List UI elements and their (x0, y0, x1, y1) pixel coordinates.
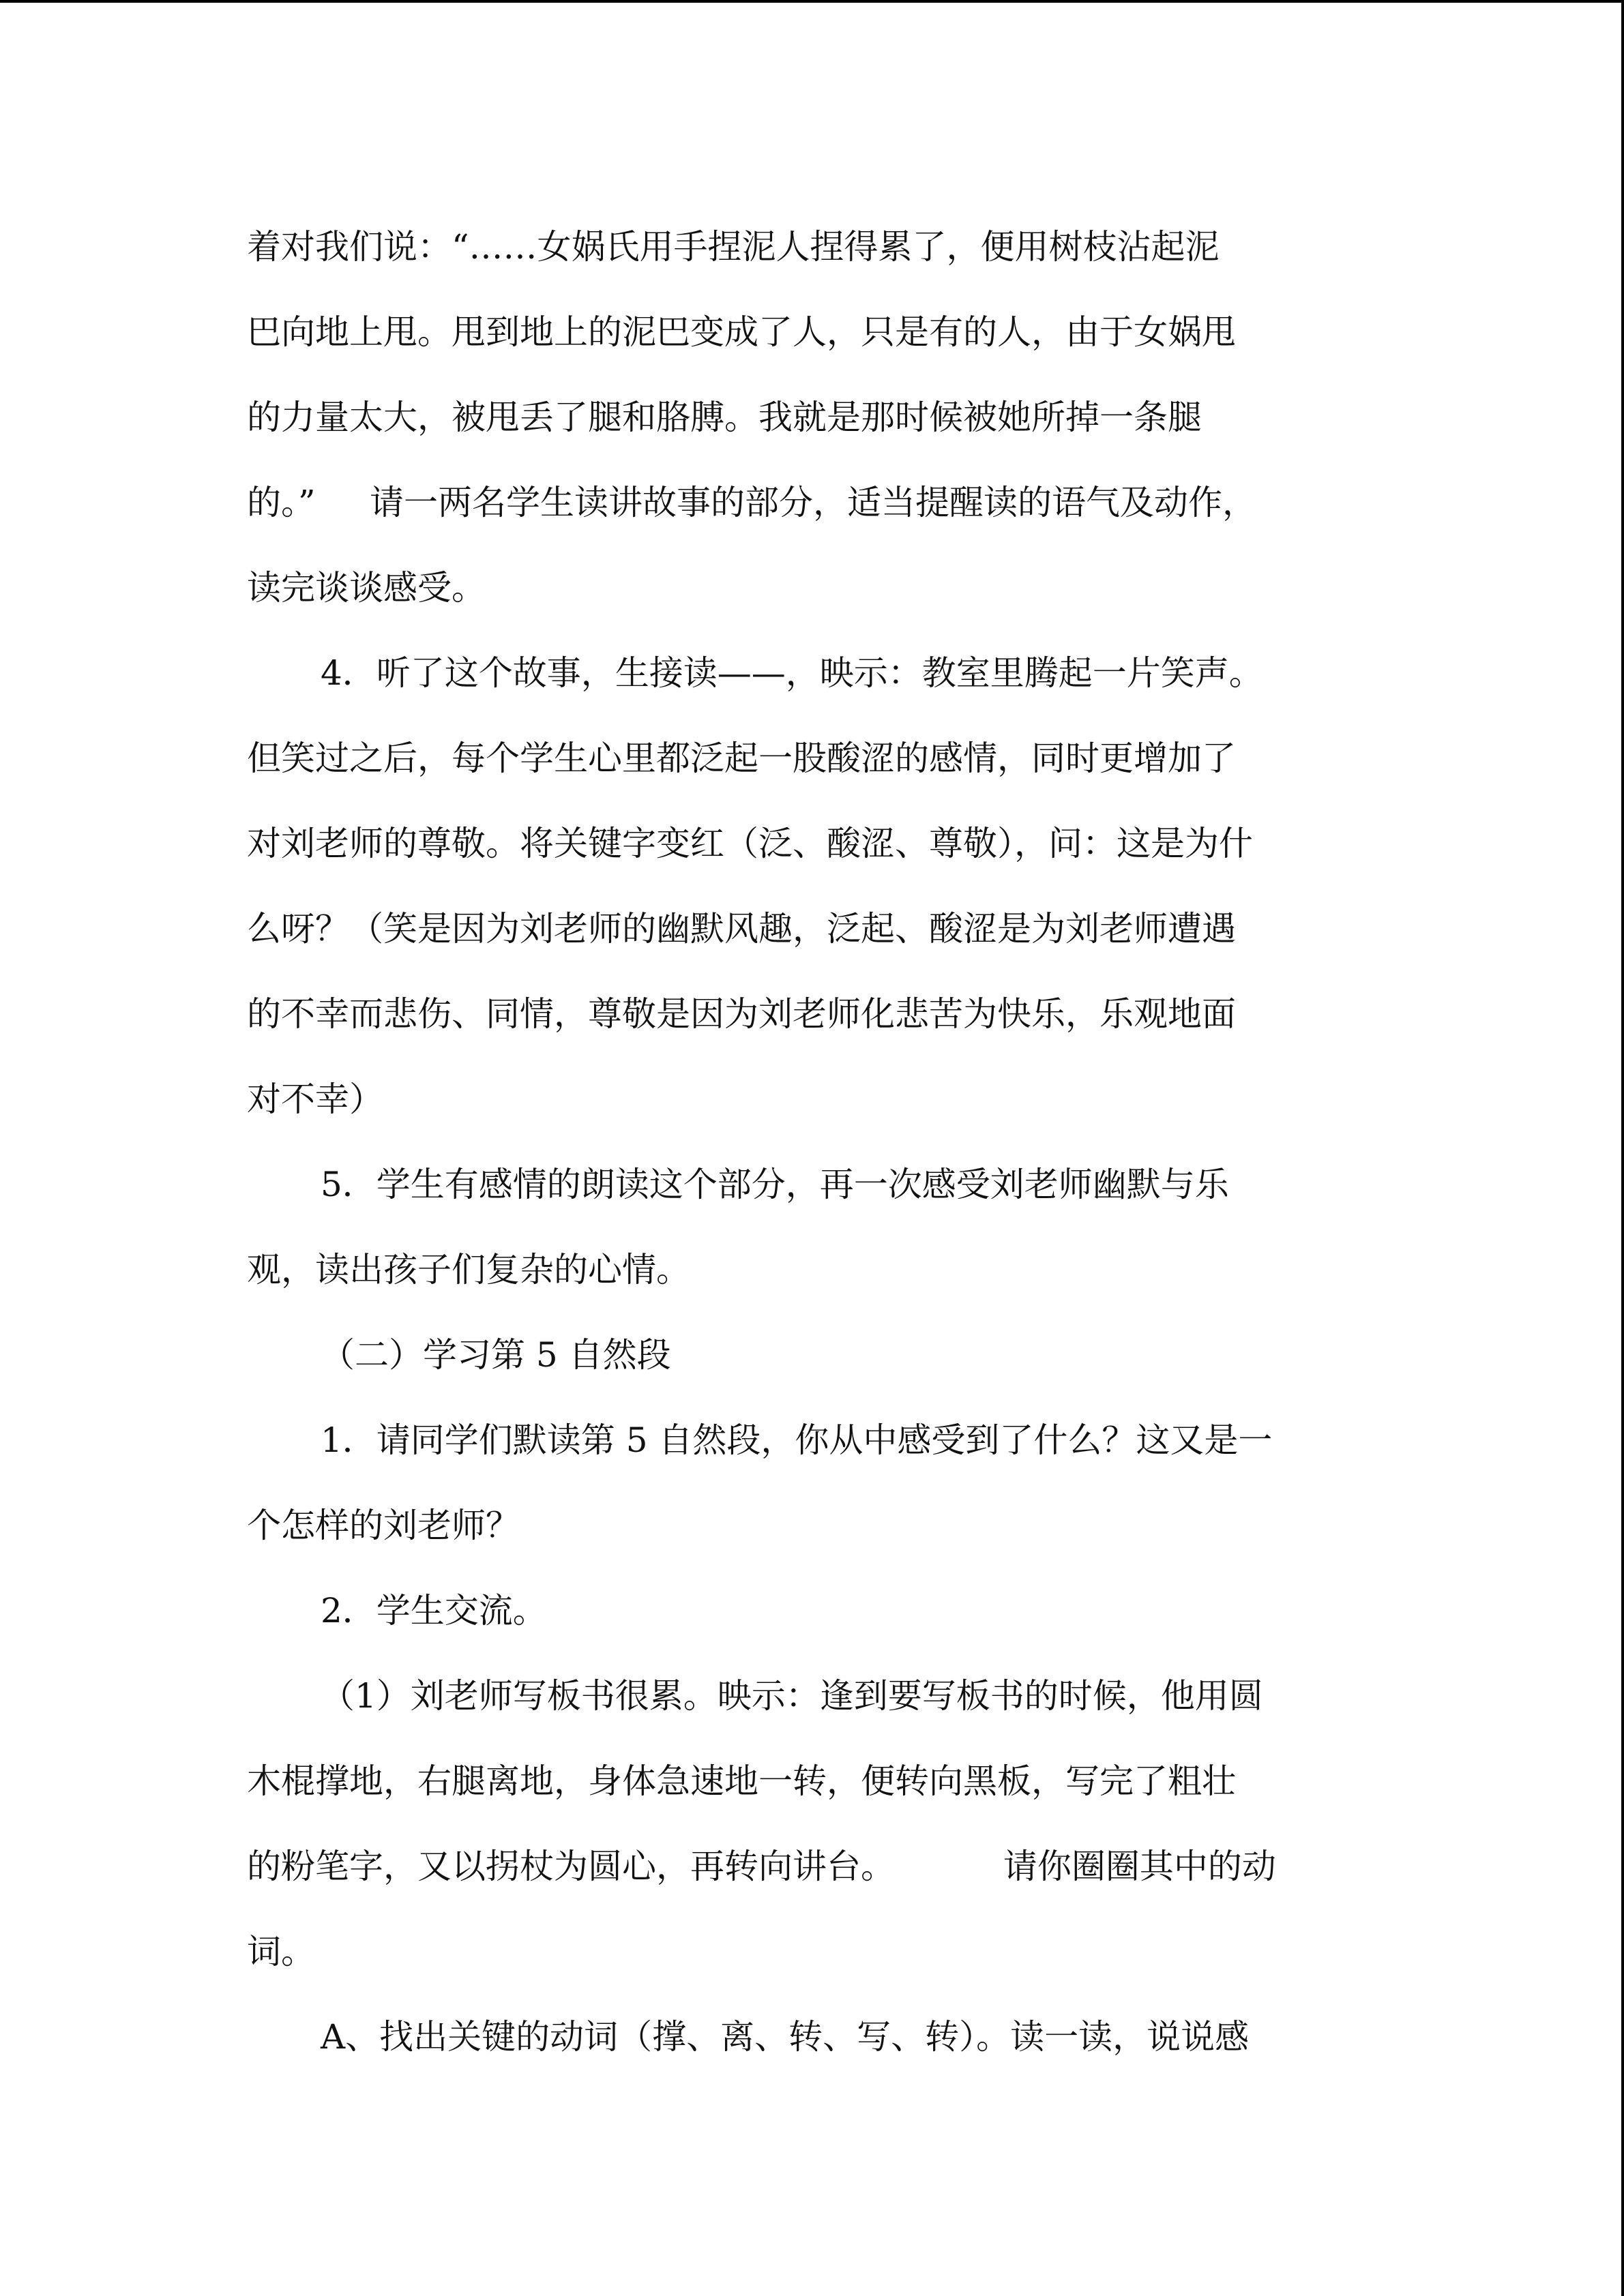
text-line: 但笑过之后，每个学生心里都泛起一股酸涩的感情，同时更增加了 (247, 739, 1236, 778)
text-line: 的。” 请一两名学生读讲故事的部分，适当提醒读的语气及动作， (247, 483, 1257, 522)
text-line: 么呀？（笑是因为刘老师的幽默风趣，泛起、酸涩是为刘老师遭遇 (247, 909, 1236, 949)
text-line: 读完谈谈感受。 (247, 568, 486, 608)
text-line: 巴向地上甩。甩到地上的泥巴变成了人，只是有的人，由于女娲甩 (247, 312, 1236, 352)
text-line: 观，读出孩子们复杂的心情。 (247, 1250, 690, 1289)
text-line: 的力量太大，被甩丢了腿和胳膊。我就是那时候被她所掉一条腿 (247, 398, 1202, 437)
text-line: 的不幸而悲伤、同情，尊敬是因为刘老师化悲苦为快乐，乐观地面 (247, 994, 1236, 1034)
text-line: 词。 (247, 1932, 315, 1971)
text-line: （二）学习第 5 自然段 (321, 1335, 671, 1375)
text-line: 5．学生有感情的朗读这个部分，再一次感受刘老师幽默与乐 (321, 1165, 1229, 1204)
text-line: A、找出关键的动词（撑、离、转、写、转）。读一读，说说感 (321, 2017, 1250, 2057)
text-line: 对刘老师的尊敬。将关键字变红（泛、酸涩、尊敬），问：这是为什 (247, 824, 1253, 863)
text-line: 个怎样的刘老师？ (247, 1506, 520, 1545)
text-line: 着对我们说：“……女娲氏用手捏泥人捏得累了，便用树枝沾起泥 (247, 227, 1220, 267)
text-line: （1）刘老师写板书很累。映示：逢到要写板书的时候，他用圆 (321, 1676, 1263, 1716)
text-line: 对不幸） (247, 1079, 383, 1119)
text-line: 木棍撑地，右腿离地，身体急速地一转，便转向黑板，写完了粗壮 (247, 1761, 1236, 1801)
text-line: 2．学生交流。 (321, 1591, 547, 1630)
document-body (247, 205, 1386, 2080)
text-line: 1．请同学们默读第 5 自然段，你从中感受到了什么？这又是一 (321, 1420, 1273, 1460)
text-line: 4．听了这个故事，生接读——，映示：教室里腾起一片笑声。 (321, 653, 1263, 693)
page-border-right (1621, 0, 1624, 2296)
page-border-top (0, 0, 1624, 3)
text-line: 的粉笔字，又以拐杖为圆心，再转向讲台。 请你圈圈其中的动 (247, 1847, 1276, 1886)
